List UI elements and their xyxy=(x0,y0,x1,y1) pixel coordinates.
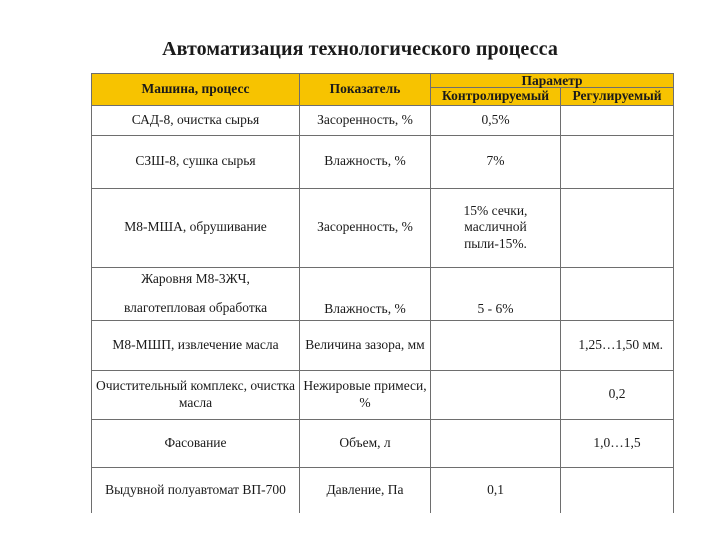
table-row xyxy=(92,467,674,513)
cell-indicator: Влажность, % xyxy=(300,135,431,188)
cell-regulated: 0,2 xyxy=(561,370,674,419)
header-regulated: Регулируемый xyxy=(561,88,674,106)
header-controlled: Контролируемый xyxy=(431,88,561,106)
cell-regulated xyxy=(561,105,674,135)
cell-indicator: Засоренность, % xyxy=(300,188,431,267)
cell-regulated xyxy=(561,135,674,188)
cell-controlled xyxy=(431,320,561,370)
cell-machine: САД-8, очистка сырья xyxy=(92,105,300,135)
table-row xyxy=(92,370,674,419)
cell-controlled xyxy=(431,370,561,419)
cell-indicator: Объем, л xyxy=(300,419,431,467)
cell-regulated: 1,25…1,50 мм. xyxy=(561,320,674,370)
header-indicator: Показатель xyxy=(300,74,431,106)
cell-controlled: 0,1 xyxy=(431,467,561,513)
header-machine: Машина, процесс xyxy=(92,74,300,106)
cell-machine xyxy=(92,267,300,320)
table-row xyxy=(92,419,674,467)
cell-machine: Очистительный комплекс, очистка масла xyxy=(92,370,300,419)
cell-machine: Фасование xyxy=(92,419,300,467)
cell-indicator: Величина зазора, мм xyxy=(300,320,431,370)
cell-controlled: 0,5% xyxy=(431,105,561,135)
cell-controlled xyxy=(431,419,561,467)
cell-regulated xyxy=(561,267,674,320)
cell-machine-line1: Жаровня М8-3ЖЧ, xyxy=(141,271,250,286)
cell-controlled: 5 - 6% xyxy=(431,267,561,320)
cell-machine: М8-МША, обрушивание xyxy=(92,188,300,267)
header-row-1 xyxy=(92,74,674,88)
process-table xyxy=(91,73,674,513)
table-row xyxy=(92,105,674,135)
table-row xyxy=(92,135,674,188)
cell-indicator: Засоренность, % xyxy=(300,105,431,135)
table-row xyxy=(92,267,674,320)
page-title: Автоматизация технологического процесса xyxy=(162,38,558,60)
cell-machine: М8-МШП, извлечение масла xyxy=(92,320,300,370)
cell-controlled: 15% сечки, масличной пыли-15%. xyxy=(431,188,561,267)
cell-indicator: Давление, Па xyxy=(300,467,431,513)
cell-regulated: 1,0…1,5 xyxy=(561,419,674,467)
cell-regulated xyxy=(561,188,674,267)
cell-controlled: 7% xyxy=(431,135,561,188)
table-row xyxy=(92,320,674,370)
cell-machine: Выдувной полуавтомат ВП-700 xyxy=(92,467,300,513)
cell-indicator: Влажность, % xyxy=(300,267,431,320)
cell-indicator: Нежировые примеси, % xyxy=(300,370,431,419)
table-row xyxy=(92,188,674,267)
cell-machine-line2: влаготепловая обработка xyxy=(123,299,268,315)
cell-regulated xyxy=(561,467,674,513)
header-parameter: Параметр xyxy=(431,74,674,88)
cell-machine: СЗШ-8, сушка сырья xyxy=(92,135,300,188)
